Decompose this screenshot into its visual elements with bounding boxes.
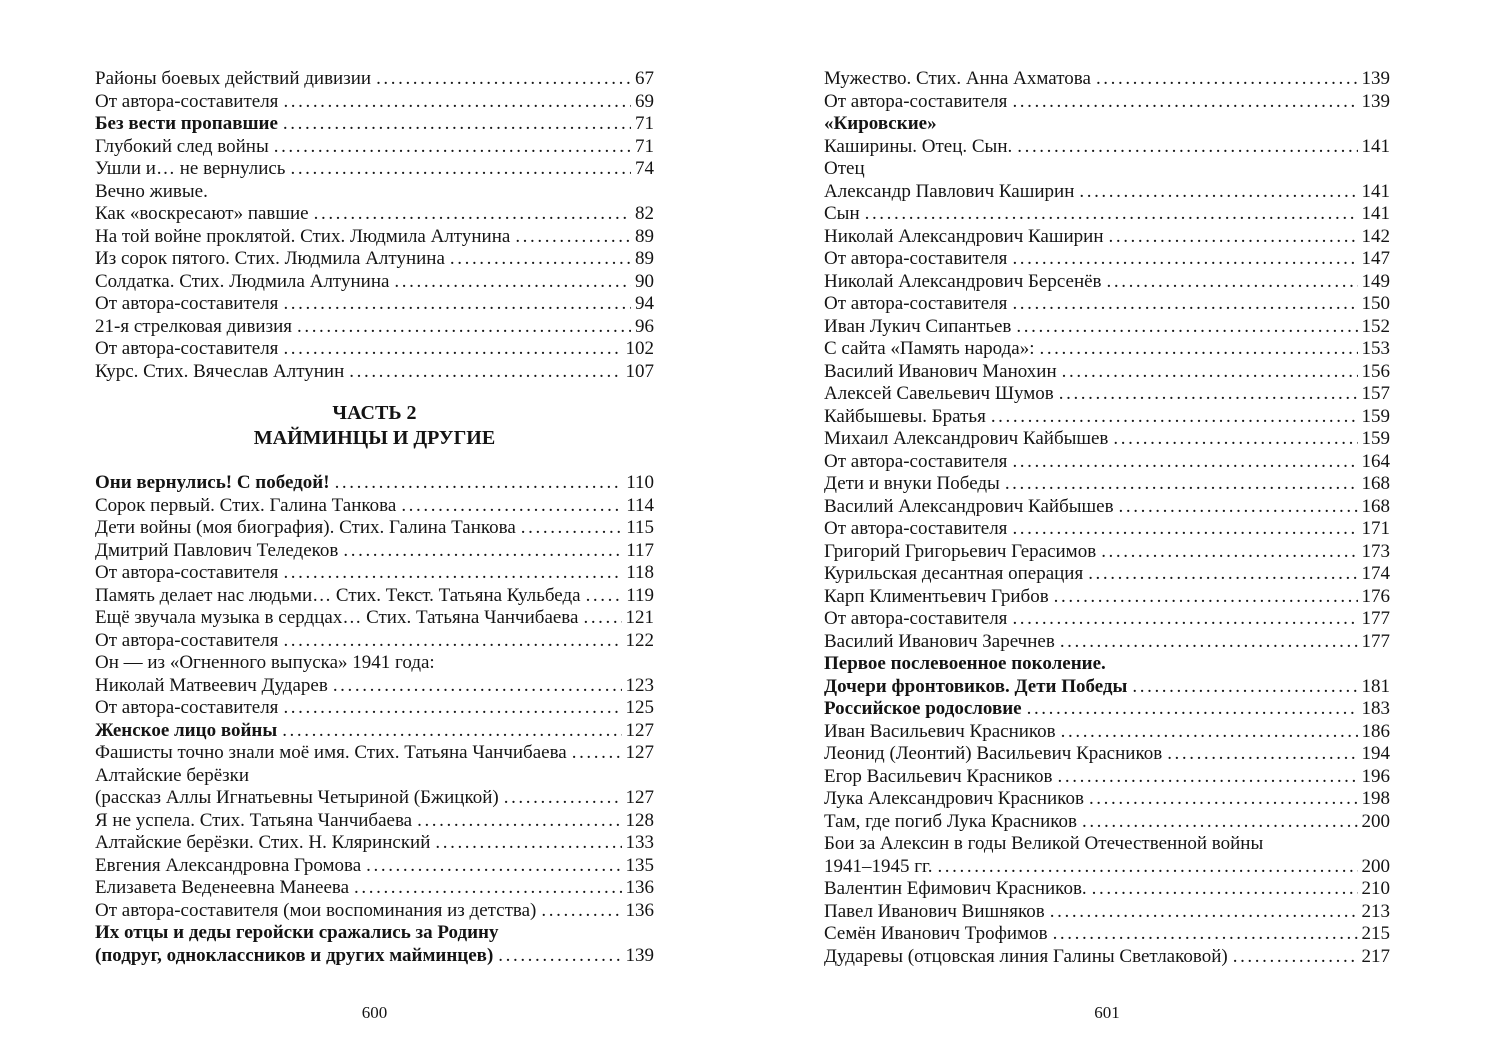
entry-page-number: 200 bbox=[1361, 810, 1390, 832]
toc-entry bbox=[824, 946, 1390, 969]
toc-entry bbox=[824, 271, 1390, 294]
entry-title: Николай Александрович Берсенёв bbox=[824, 270, 1102, 292]
entry-page-number: 139 bbox=[625, 944, 654, 966]
entry-title: Глубокий след войны bbox=[95, 135, 269, 157]
entry-page-number: 67 bbox=[635, 68, 654, 89]
entry-page-number: 123 bbox=[625, 674, 654, 696]
entry-title: Дмитрий Павлович Теледеков bbox=[95, 539, 339, 561]
entry-page-number: 150 bbox=[1361, 293, 1390, 314]
dot-leader bbox=[1027, 698, 1358, 721]
dot-leader bbox=[1167, 743, 1357, 766]
entry-title: Я не успела. Стих. Татьяна Чанчибаева bbox=[95, 809, 413, 831]
entry-title: Российское родословие bbox=[824, 698, 1022, 719]
entry-title: Сын bbox=[824, 203, 860, 224]
entry-title: Алтайские берёзки bbox=[95, 764, 250, 786]
entry-page-number: 149 bbox=[1361, 270, 1390, 292]
entry-page-number: 159 bbox=[1361, 405, 1390, 427]
dot-leader bbox=[1107, 271, 1358, 294]
entry-title: 21-я стрелковая дивизия bbox=[95, 315, 292, 337]
entry-page-number: 168 bbox=[1361, 495, 1390, 517]
entry-title: От автора-составителя bbox=[95, 338, 279, 359]
toc-entry bbox=[95, 316, 654, 339]
entry-title: Отец bbox=[824, 158, 865, 179]
entry-page-number: 139 bbox=[1361, 68, 1390, 89]
dot-leader bbox=[572, 742, 622, 765]
toc-entry bbox=[824, 293, 1390, 316]
entry-title: От автора-составителя bbox=[95, 629, 279, 651]
toc-entry bbox=[824, 428, 1390, 451]
dot-leader bbox=[865, 203, 1358, 226]
dot-leader bbox=[343, 540, 622, 563]
toc-entry bbox=[95, 91, 654, 114]
entry-page-number: 173 bbox=[1361, 540, 1390, 562]
dot-leader bbox=[1088, 563, 1357, 586]
entry-title: Женское лицо войны bbox=[95, 719, 278, 741]
dot-leader bbox=[1016, 316, 1357, 339]
dot-leader bbox=[274, 136, 631, 159]
toc-entry bbox=[95, 697, 654, 720]
dot-leader bbox=[297, 316, 631, 339]
entry-page-number: 142 bbox=[1361, 225, 1390, 247]
toc-entry bbox=[824, 113, 1390, 136]
toc-entry bbox=[824, 68, 1390, 91]
entry-page-number: 121 bbox=[625, 607, 654, 628]
toc-entry bbox=[95, 900, 654, 923]
toc-entry bbox=[824, 226, 1390, 249]
toc-entries-right bbox=[824, 0, 1390, 968]
dot-leader bbox=[283, 293, 631, 316]
dot-leader bbox=[1062, 361, 1358, 384]
entry-title: Вечно живые. bbox=[95, 180, 208, 202]
dot-leader bbox=[1082, 811, 1358, 834]
toc-entry bbox=[824, 203, 1390, 226]
entry-page-number: 198 bbox=[1361, 788, 1390, 809]
entry-page-number: 127 bbox=[625, 742, 654, 763]
toc-entry bbox=[95, 652, 654, 675]
toc-entry bbox=[824, 788, 1390, 811]
entry-title: От автора-составителя bbox=[824, 293, 1008, 314]
toc-entry bbox=[824, 181, 1390, 204]
entry-title: Он — из «Огненного выпуска» 1941 года: bbox=[95, 652, 435, 673]
dot-leader bbox=[450, 248, 631, 271]
entry-page-number: 119 bbox=[626, 584, 654, 606]
entry-title: Иван Васильевич Красников bbox=[824, 720, 1056, 742]
entry-title: Курс. Стих. Вячеслав Алтунин bbox=[95, 360, 345, 382]
dot-leader bbox=[417, 810, 621, 833]
entry-page-number: 171 bbox=[1361, 518, 1390, 539]
entry-page-number: 128 bbox=[625, 809, 654, 831]
entry-page-number: 153 bbox=[1361, 338, 1390, 359]
entry-page-number: 114 bbox=[626, 494, 654, 516]
toc-entry bbox=[95, 585, 654, 608]
entry-page-number: 177 bbox=[1361, 630, 1390, 652]
page-number-left: 600 bbox=[361, 1003, 388, 1022]
toc-entry bbox=[95, 293, 654, 316]
entry-title: Михаил Александрович Кайбышев bbox=[824, 428, 1109, 449]
dot-leader bbox=[1012, 91, 1357, 114]
toc-entry bbox=[824, 923, 1390, 946]
toc-entry bbox=[824, 721, 1390, 744]
dot-leader bbox=[1005, 473, 1358, 496]
entry-page-number: 168 bbox=[1361, 473, 1390, 494]
dot-leader bbox=[335, 472, 623, 495]
toc-entry bbox=[824, 766, 1390, 789]
toc-entry bbox=[824, 631, 1390, 654]
entry-page-number: 94 bbox=[635, 293, 654, 314]
entry-page-number: 217 bbox=[1361, 945, 1390, 967]
entry-title: Лука Александрович Красников bbox=[824, 788, 1084, 809]
entry-title: Евгения Александровна Громова bbox=[95, 854, 362, 876]
entry-title: Иван Лукич Сипантьев bbox=[824, 315, 1012, 337]
entry-title: Леонид (Леонтий) Васильевич Красников bbox=[824, 743, 1163, 764]
entry-page-number: 139 bbox=[1361, 90, 1390, 112]
toc-entry bbox=[824, 136, 1390, 159]
entry-page-number: 127 bbox=[625, 787, 654, 808]
entry-title: От автора-составителя bbox=[824, 608, 1008, 629]
entry-page-number: 74 bbox=[635, 158, 654, 179]
toc-entry bbox=[824, 451, 1390, 474]
entry-title: От автора-составителя bbox=[95, 697, 279, 718]
entry-page-number: 69 bbox=[635, 90, 654, 112]
toc-entry bbox=[95, 562, 654, 585]
toc-entry bbox=[824, 541, 1390, 564]
entry-page-number: 110 bbox=[626, 472, 654, 493]
entry-title: Первое послевоенное поколение. bbox=[824, 653, 1106, 674]
toc-entry bbox=[95, 742, 654, 765]
toc-entry bbox=[95, 136, 654, 159]
toc-entry bbox=[824, 518, 1390, 541]
entry-title: Районы боевых действий дивизии bbox=[95, 68, 372, 89]
entry-page-number: 136 bbox=[625, 877, 654, 898]
dot-leader bbox=[1012, 518, 1357, 541]
toc-entry bbox=[824, 743, 1390, 766]
entry-title: От автора-составителя bbox=[95, 293, 279, 314]
dot-leader bbox=[1017, 136, 1357, 159]
dot-leader bbox=[1233, 946, 1358, 969]
dot-leader bbox=[521, 517, 622, 540]
dot-leader bbox=[1079, 181, 1357, 204]
dot-leader bbox=[1109, 226, 1358, 249]
toc-entry bbox=[824, 653, 1390, 676]
entry-title: Курильская десантная операция bbox=[824, 563, 1084, 584]
toc-entry bbox=[95, 630, 654, 653]
part-heading-line: МАЙМИНЦЫ И ДРУГИЕ bbox=[253, 427, 496, 449]
entry-page-number: 127 bbox=[625, 719, 654, 741]
toc-entry bbox=[95, 203, 654, 226]
toc-entry bbox=[824, 901, 1390, 924]
dot-leader bbox=[349, 361, 621, 384]
entry-page-number: 89 bbox=[635, 248, 654, 269]
entry-title: (подруг, одноклассников и других майминцев) bbox=[95, 944, 494, 966]
dot-leader bbox=[283, 113, 631, 136]
entry-page-number: 213 bbox=[1361, 900, 1390, 922]
toc-page-left bbox=[95, 0, 654, 1058]
toc-entry bbox=[95, 226, 654, 249]
entry-page-number: 186 bbox=[1361, 720, 1390, 742]
dot-leader bbox=[366, 855, 621, 878]
entry-page-number: 82 bbox=[635, 203, 654, 224]
dot-leader bbox=[991, 406, 1358, 429]
entry-title: Николай Александрович Каширин bbox=[824, 225, 1104, 247]
toc-entry bbox=[95, 675, 654, 698]
dot-leader bbox=[937, 856, 1357, 879]
dot-leader bbox=[541, 900, 621, 923]
entry-page-number: 136 bbox=[625, 899, 654, 921]
entry-title: Василий Александрович Кайбышев bbox=[824, 495, 1114, 517]
entry-page-number: 177 bbox=[1361, 608, 1390, 629]
toc-entry bbox=[824, 833, 1390, 856]
entry-title: Ещё звучала музыка в сердцах… Стих. Татьяна Чанчибаева bbox=[95, 607, 579, 628]
dot-leader bbox=[1119, 496, 1358, 519]
entry-title: 1941–1945 гг. bbox=[824, 855, 933, 877]
toc-entry bbox=[824, 473, 1390, 496]
toc-entry bbox=[95, 68, 654, 91]
entry-title: Сорок первый. Стих. Галина Танкова bbox=[95, 494, 397, 516]
entry-title: (рассказ Аллы Игнатьевны Четыриной (Бжицкой) bbox=[95, 787, 499, 808]
entry-title: От автора-составителя (мои воспоминания из детства) bbox=[95, 899, 537, 921]
dot-leader bbox=[401, 495, 622, 518]
dot-leader bbox=[583, 607, 621, 630]
entry-title: Алтайские берёзки. Стих. Н. Кляринский bbox=[95, 832, 431, 853]
toc-entry bbox=[824, 586, 1390, 609]
entry-page-number: 117 bbox=[626, 539, 654, 561]
entry-title: Василий Иванович Манохин bbox=[824, 360, 1057, 382]
entry-page-number: 125 bbox=[625, 697, 654, 718]
entry-page-number: 71 bbox=[635, 135, 654, 157]
toc-entry bbox=[95, 517, 654, 540]
dot-leader bbox=[290, 158, 631, 181]
entry-page-number: 196 bbox=[1361, 765, 1390, 787]
toc-entry bbox=[824, 316, 1390, 339]
entry-title: Фашисты точно знали моё имя. Стих. Татьяна Чанчибаева bbox=[95, 742, 567, 763]
entry-page-number: 89 bbox=[635, 225, 654, 247]
dot-leader bbox=[1012, 608, 1357, 631]
entry-page-number: 147 bbox=[1361, 248, 1390, 269]
entry-title: Николай Матвеевич Дударев bbox=[95, 674, 328, 696]
entry-title: Григорий Григорьевич Герасимов bbox=[824, 540, 1097, 562]
dot-leader bbox=[1039, 338, 1357, 361]
entry-page-number: 194 bbox=[1361, 743, 1390, 764]
toc-entry bbox=[95, 338, 654, 361]
toc-entry bbox=[95, 832, 654, 855]
entry-title: «Кировские» bbox=[824, 113, 937, 134]
toc-entry bbox=[824, 338, 1390, 361]
toc-entry bbox=[95, 540, 654, 563]
entry-title: От автора-составителя bbox=[95, 90, 279, 112]
toc-entry bbox=[824, 676, 1390, 699]
toc-entry bbox=[95, 765, 654, 788]
dot-leader bbox=[1060, 631, 1358, 654]
dot-leader bbox=[1089, 788, 1358, 811]
dot-leader bbox=[333, 675, 622, 698]
entry-title: С сайта «Память народа»: bbox=[824, 338, 1035, 359]
entry-title: Память делает нас людьми… Стих. Текст. Татьяна Кульбеда bbox=[95, 584, 581, 606]
dot-leader bbox=[283, 338, 621, 361]
entry-page-number: 152 bbox=[1361, 315, 1390, 337]
entry-title: От автора-составителя bbox=[824, 450, 1008, 472]
dot-leader bbox=[1113, 428, 1357, 451]
dot-leader bbox=[1012, 248, 1357, 271]
entry-title: Без вести пропавшие bbox=[95, 113, 278, 134]
entry-page-number: 200 bbox=[1361, 855, 1390, 877]
entry-title: Солдатка. Стих. Людмила Алтунина bbox=[95, 270, 390, 292]
entry-page-number: 159 bbox=[1361, 428, 1390, 449]
entry-page-number: 90 bbox=[635, 270, 654, 292]
toc-entry bbox=[95, 361, 654, 384]
entry-page-number: 156 bbox=[1361, 360, 1390, 382]
entry-page-number: 122 bbox=[625, 629, 654, 651]
entry-title: На той войне проклятой. Стих. Людмила Алтунина bbox=[95, 225, 511, 247]
entry-title: Из сорок пятого. Стих. Людмила Алтунина bbox=[95, 248, 445, 269]
entry-title: От автора-составителя bbox=[824, 518, 1008, 539]
toc-entry bbox=[824, 248, 1390, 271]
entry-title: Семён Иванович Трофимов bbox=[824, 923, 1048, 944]
toc-entry bbox=[95, 495, 654, 518]
page-number-right: 601 bbox=[1094, 1003, 1120, 1022]
entry-page-number: 176 bbox=[1361, 585, 1390, 607]
entry-page-number: 164 bbox=[1361, 450, 1390, 472]
entry-title: Дударевы (отцовская линия Галины Светлаковой) bbox=[824, 945, 1228, 967]
toc-entries-left bbox=[95, 0, 654, 967]
entry-title: От автора-составителя bbox=[824, 90, 1008, 112]
dot-leader bbox=[394, 271, 631, 294]
entry-page-number: 71 bbox=[635, 113, 654, 134]
entry-title: Дети войны (моя биография). Стих. Галина Танкова bbox=[95, 517, 516, 538]
dot-leader bbox=[504, 787, 622, 810]
entry-title: Они вернулись! С победой! bbox=[95, 472, 330, 493]
dot-leader bbox=[498, 945, 621, 968]
entry-title: Александр Павлович Каширин bbox=[824, 180, 1075, 202]
dot-leader bbox=[1092, 878, 1358, 901]
toc-entry bbox=[824, 406, 1390, 429]
entry-title: Кайбышевы. Братья bbox=[824, 405, 986, 427]
entry-page-number: 141 bbox=[1361, 135, 1390, 157]
entry-title: Дети и внуки Победы bbox=[824, 473, 1000, 494]
entry-page-number: 107 bbox=[625, 360, 654, 382]
toc-entry bbox=[95, 113, 654, 136]
entry-title: От автора-составителя bbox=[824, 248, 1008, 269]
entry-page-number: 215 bbox=[1361, 923, 1390, 944]
entry-title: Василий Иванович Заречнев bbox=[824, 630, 1055, 652]
entry-page-number: 174 bbox=[1361, 563, 1390, 584]
entry-title: Валентин Ефимович Красников. bbox=[824, 878, 1087, 899]
entry-title: Ушли и… не вернулись bbox=[95, 158, 286, 179]
toc-entry bbox=[95, 271, 654, 294]
dot-leader bbox=[1061, 721, 1358, 744]
entry-page-number: 96 bbox=[635, 315, 654, 337]
entry-title: От автора-составителя bbox=[95, 562, 279, 583]
toc-entry bbox=[824, 563, 1390, 586]
dot-leader bbox=[1132, 676, 1357, 699]
entry-page-number: 210 bbox=[1361, 878, 1390, 899]
entry-page-number: 141 bbox=[1361, 180, 1390, 202]
entry-title: Каширины. Отец. Сын. bbox=[824, 135, 1013, 157]
toc-entry bbox=[95, 720, 654, 743]
dot-leader bbox=[435, 832, 621, 855]
toc-entry bbox=[95, 607, 654, 630]
dot-leader bbox=[283, 697, 621, 720]
dot-leader bbox=[1050, 901, 1358, 924]
dot-leader bbox=[354, 877, 621, 900]
dot-leader bbox=[1054, 586, 1358, 609]
entry-page-number: 118 bbox=[626, 562, 654, 583]
toc-entry bbox=[95, 945, 654, 968]
toc-entry bbox=[95, 181, 654, 204]
part-heading bbox=[95, 401, 654, 451]
entry-title: Алексей Савельевич Шумов bbox=[824, 383, 1054, 404]
toc-entry bbox=[95, 158, 654, 181]
entry-title: Мужество. Стих. Анна Ахматова bbox=[824, 68, 1091, 89]
toc-entry bbox=[824, 811, 1390, 834]
toc-entry bbox=[95, 855, 654, 878]
entry-page-number: 133 bbox=[625, 832, 654, 853]
toc-entry bbox=[824, 496, 1390, 519]
toc-entry bbox=[824, 698, 1390, 721]
entry-page-number: 102 bbox=[625, 338, 654, 359]
toc-entry bbox=[824, 383, 1390, 406]
dot-leader bbox=[1101, 541, 1357, 564]
entry-page-number: 141 bbox=[1361, 203, 1390, 224]
dot-leader bbox=[586, 585, 623, 608]
toc-entry bbox=[824, 608, 1390, 631]
entry-title: Карп Климентьевич Грибов bbox=[824, 585, 1049, 607]
toc-entry bbox=[95, 248, 654, 271]
entry-title: Их отцы и деды геройски сражались за Родину bbox=[95, 922, 499, 943]
dot-leader bbox=[1058, 766, 1358, 789]
dot-leader bbox=[376, 68, 631, 91]
entry-page-number: 115 bbox=[626, 517, 654, 538]
dot-leader bbox=[1012, 451, 1357, 474]
entry-title: Егор Васильевич Красников bbox=[824, 765, 1053, 787]
toc-page-right bbox=[824, 0, 1390, 1058]
dot-leader bbox=[1012, 293, 1357, 316]
toc-entry bbox=[95, 787, 654, 810]
dot-leader bbox=[283, 562, 622, 585]
entry-page-number: 181 bbox=[1361, 675, 1390, 697]
toc-entry bbox=[95, 810, 654, 833]
dot-leader bbox=[314, 203, 631, 226]
dot-leader bbox=[1053, 923, 1358, 946]
toc-entry bbox=[824, 361, 1390, 384]
toc-entry bbox=[824, 856, 1390, 879]
dot-leader bbox=[1059, 383, 1358, 406]
dot-leader bbox=[283, 630, 621, 653]
toc-entry bbox=[95, 472, 654, 495]
toc-entry bbox=[95, 877, 654, 900]
part-heading-line: ЧАСТЬ 2 bbox=[332, 402, 417, 424]
toc-entry bbox=[824, 878, 1390, 901]
dot-leader bbox=[515, 226, 631, 249]
entry-title: Елизавета Веденеевна Манеева bbox=[95, 877, 350, 898]
entry-page-number: 135 bbox=[625, 854, 654, 876]
entry-title: Бои за Алексин в годы Великой Отечественной войны bbox=[824, 833, 1264, 854]
dot-leader bbox=[282, 720, 621, 743]
entry-title: Там, где погиб Лука Красников bbox=[824, 810, 1077, 832]
toc-entry bbox=[824, 91, 1390, 114]
entry-title: Дочери фронтовиков. Дети Победы bbox=[824, 675, 1128, 697]
toc-entry bbox=[95, 922, 654, 945]
dot-leader bbox=[1096, 68, 1358, 91]
entry-page-number: 157 bbox=[1361, 383, 1390, 404]
entry-page-number: 183 bbox=[1361, 698, 1390, 719]
dot-leader bbox=[283, 91, 631, 114]
entry-title: Как «воскресают» павшие bbox=[95, 203, 309, 224]
toc-entry bbox=[824, 158, 1390, 181]
entry-title: Павел Иванович Вишняков bbox=[824, 900, 1045, 922]
